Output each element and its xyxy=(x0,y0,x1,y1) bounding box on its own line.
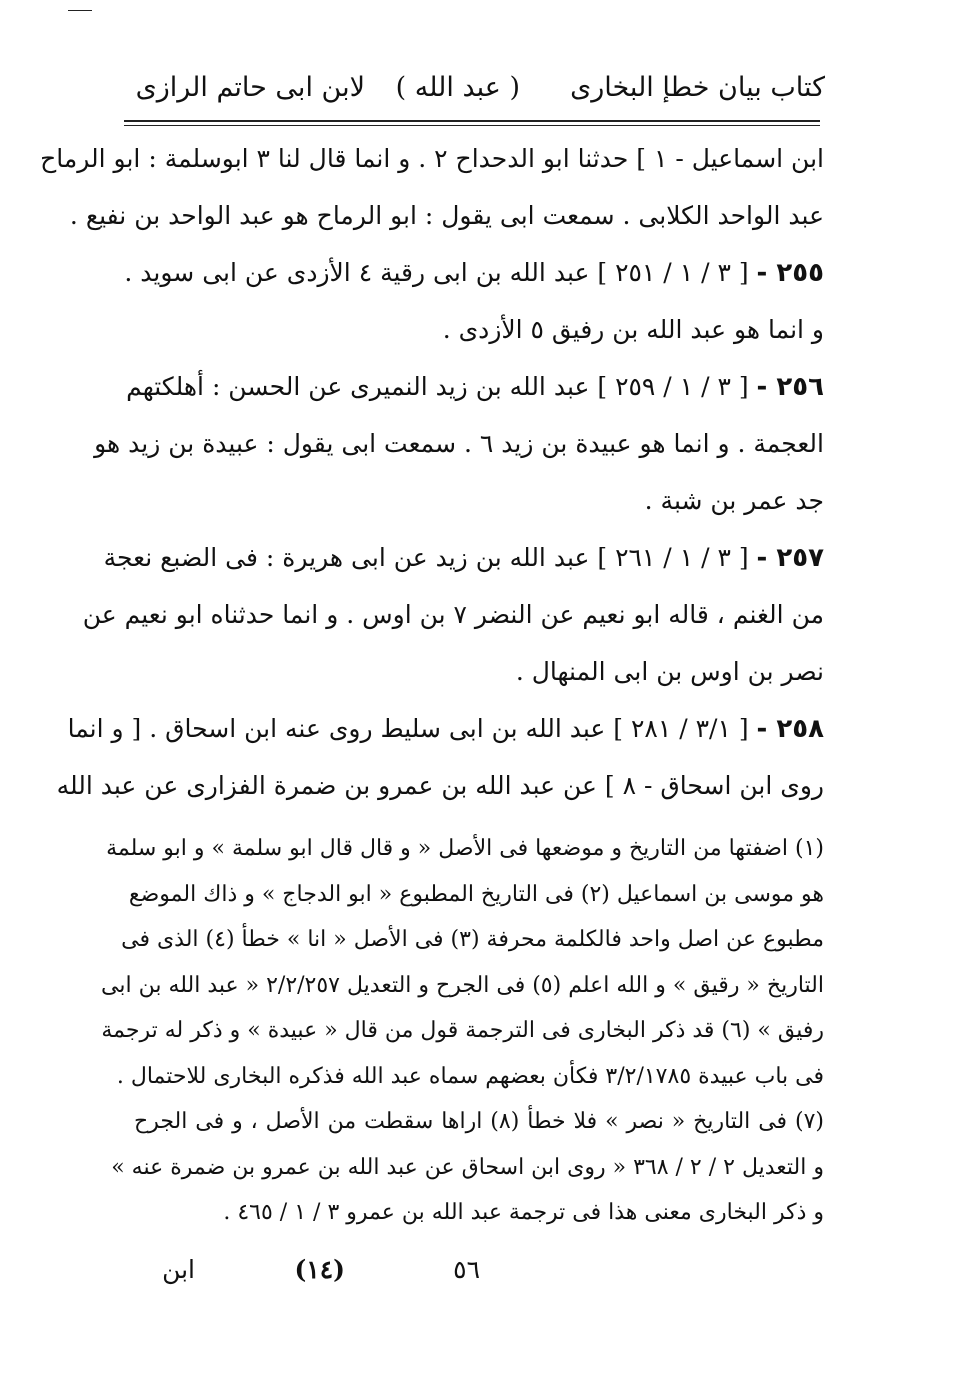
line-text: رفيق » (٦) قد ذكر البخارى فى الترجمة قول من قال « عبيدة » و ذكر له ترجمة xyxy=(101,1018,824,1043)
footnote-line xyxy=(134,1190,824,1236)
footnote-line xyxy=(134,1099,824,1145)
line-text: (٧) فى التاريخ « نصر » فلا خطأ (٨) اراها سقطت من الأصل ، و فى الجرح xyxy=(134,1109,824,1134)
text-line xyxy=(134,301,824,358)
line-text: [ ٣/١ / ٢٨١ ] عبد الله بن ابى سليط روى عنه ابن اسحاق . [ و انما xyxy=(67,714,749,743)
entry-number: ٢٥٥ - xyxy=(756,258,824,288)
text-line xyxy=(124,244,824,301)
footnotes xyxy=(101,826,824,1236)
header-section-name: ( عبد الله ) xyxy=(395,72,520,103)
text-line xyxy=(134,643,824,700)
line-text: مطبوع عن اصل واحد فالكلمة محرفة (٣) فى الأصل « انا » خطأ (٤) الذى فى xyxy=(121,927,824,952)
line-text: نصر بن اوس بن ابى المنهال . xyxy=(515,657,824,686)
line-text: فى باب عبيدة ٣/٢/١٧٨٥ فكأن بعضهم سماه عبد الله فذكره البخارى للاحتمال . xyxy=(116,1063,824,1089)
page-footer xyxy=(130,1245,825,1295)
catchword: ابن xyxy=(162,1255,195,1284)
line-text: و ذكر البخارى معنى هذا فى ترجمة عبد الله بن عمرو ٣ / ١ / ٤٦٥ . xyxy=(223,1200,824,1225)
entry-number: ٢٥٧ - xyxy=(756,543,824,573)
entry-number: ٢٥٦ - xyxy=(756,372,824,402)
footnote-line xyxy=(106,826,824,872)
entry-number: ٢٥٨ - xyxy=(756,714,824,744)
footnote-line xyxy=(121,917,824,963)
line-text: [ ٣ / ١ / ٢٥٩ ] عبد الله بن زيد النميرى عن الحسن : أهلكتهم xyxy=(126,372,749,401)
line-text: و انما هو عبد الله بن رفيق ٥ الأزدى . xyxy=(442,315,824,344)
line-text: [ ٣ / ١ / ٢٥١ ] عبد الله بن ابى رقية ٤ الأزدى عن ابى سويد . xyxy=(124,258,749,287)
text-line xyxy=(134,472,824,529)
sheet-number: (١٤) xyxy=(294,1255,345,1284)
text-line xyxy=(103,529,824,586)
line-text: روى ابن اسحاق - ٨ ] عن عبد الله بن عمرو بن ضمرة الفزارى عن عبد الله xyxy=(56,771,824,800)
line-text: العجمة . و انما هو عبيدة بن زيد ٦ . سمعت ابى يقول : عبيدة بن زيد هو xyxy=(94,429,824,458)
text-line xyxy=(56,757,824,814)
corner-mark xyxy=(68,10,92,11)
text-line xyxy=(69,187,824,244)
header-rule-thick xyxy=(124,120,820,122)
header-author: لابن ابى حاتم الرازى xyxy=(135,72,365,103)
line-text: عبد الواحد الكلابى . سمعت ابى يقول : ابو الرماح هو عبد الواحد بن نفيع . xyxy=(69,201,824,230)
main-text xyxy=(40,130,824,814)
text-line xyxy=(40,130,824,187)
header-book-title: كتاب بيان خطإ البخارى xyxy=(570,72,825,103)
running-header xyxy=(130,60,825,120)
line-text: (١) اضفتها من التاريخ و موضعها فى الأصل « و قال قال ابو سلمة » و ابو سلمة xyxy=(106,836,824,861)
text-line xyxy=(67,700,824,757)
footnote-line xyxy=(128,872,824,918)
line-text: التاريخ « رقيق » و الله اعلم (٥) فى الجرح و التعديل ٢/٢/٢٥٧ « عبد الله بن ابى xyxy=(101,972,824,998)
line-text: من الغنم ، قاله ابو نعيم عن النضر ٧ بن اوس . و انما حدثناه ابو نعيم عن xyxy=(82,600,824,629)
footnote-line xyxy=(101,963,824,1009)
footnote-line xyxy=(111,1145,824,1191)
page-number: ٥٦ xyxy=(453,1255,480,1284)
footnote-line xyxy=(116,1054,824,1100)
line-text: جد عمر بن شبة . xyxy=(644,486,824,515)
header-rule-thin xyxy=(124,125,820,126)
line-text: و التعديل ٢ / ٢ / ٣٦٨ « روى ابن اسحاق عن عبد الله بن عمرو بن ضمرة عنه » xyxy=(111,1154,824,1180)
text-line xyxy=(126,358,824,415)
text-line xyxy=(82,586,824,643)
line-text: هو موسى بن اسماعيل (٢) فى التاريخ المطبوع « ابو الدجاج » و ذاك الموضع xyxy=(128,881,824,907)
footnote-line xyxy=(101,1008,824,1054)
line-text: [ ٣ / ١ / ٢٦١ ] عبد الله بن زيد عن ابى هريرة : فى الضبع نعجة xyxy=(103,543,749,572)
text-line xyxy=(94,415,824,472)
line-text: ابن اسماعيل - ١ ] حدثنا ابو الدحداح ٢ . و انما قال لنا ٣ ابوسلمة : ابو الرماح xyxy=(40,144,824,173)
